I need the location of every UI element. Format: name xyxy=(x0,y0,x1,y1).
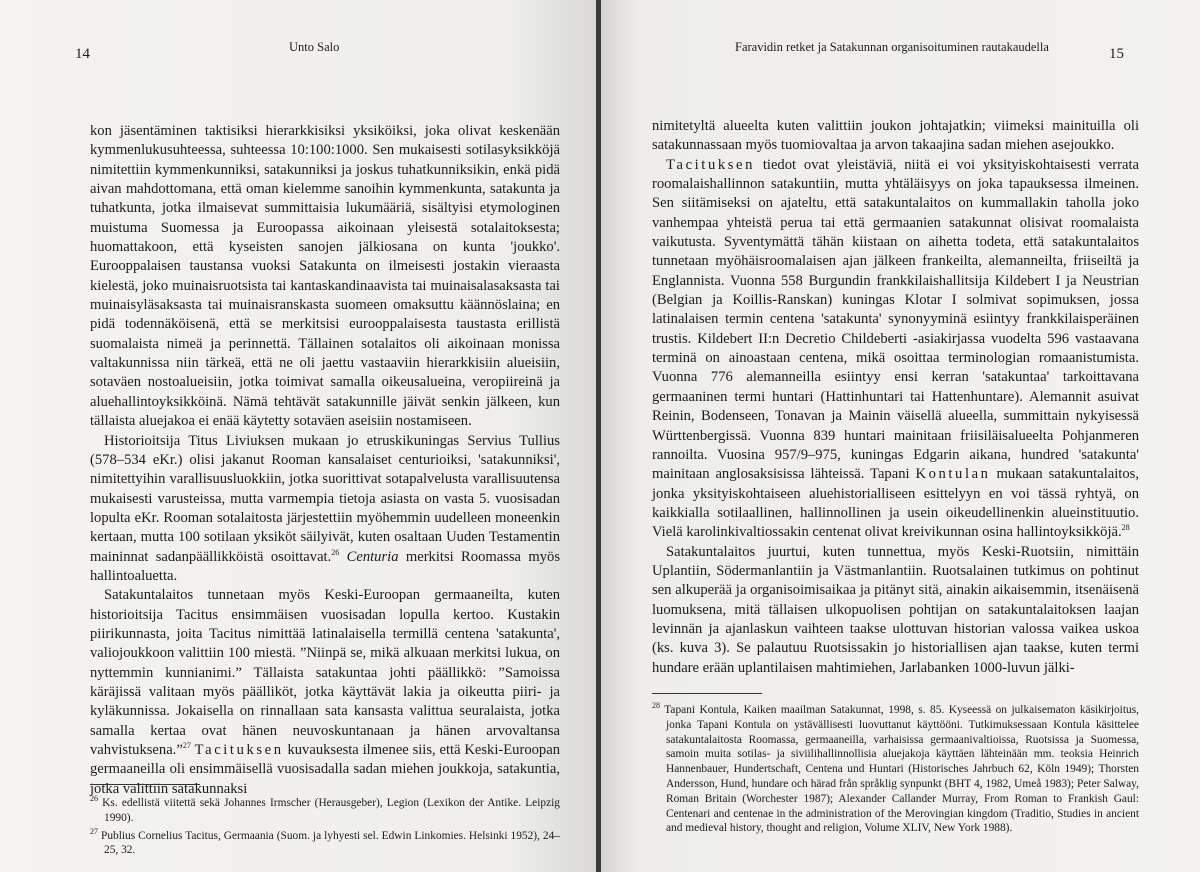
spaced-name: Tacituksen xyxy=(666,156,756,173)
spaced-name: Tacituksen xyxy=(194,742,284,758)
paragraph: Satakuntalaitos juurtui, kuten tunnettua, myös Keski-Ruotsiin, nimittäin Uplantiin, Södermanlantiin ja Västmanlantiin. Ruotsalainen tutkimus on pohtinut sen alkuperää ja organisoimisaikaa ja pitänyt sitä, ainakin aikaisemmin, itsenäisenä luomuksena, mitä tällaisen ulkopuolisen pohtijan on satakuntalaitoksen laajan levinnän ja ajanlaskun vaihteen taakse ulottuvan historian valossa vaikea uskoa (ks. kuva 3). Se palautuu Ruotsissakin jo historiallisen ajan taakse, kuten termi hundare erään uplantilaisen mahtimiehen, Jarlabanken 1000-luvun jälki- xyxy=(652,543,1139,676)
paragraph-text: Satakuntalaitos tunnetaan myös Keski-Euroopan germaaneilta, kuten historioitsija Tacitus ensimmäisen vuosisadan lopulla kertoo. Kustakin piirikunnasta, joita Tacitus nimittää latinalaisella termillä centena 'satakunta', valiojoukkoon valittiin 100 miestä. ”Niinpä se, mikä alkuaan merkitsi lukua, on nyttemmin kunnianimi.” Tällaista satakuntaa johti päällikkö: ”Samoissa käräjissä valitaan myös päälliköt, jotka käyttävät lakia ja oikeutta piiri- ja kyläkunnissa. Jokaisella on rinnallaan sata kansasta valittua seuralaista, jotka samalla kertaa ovat hänen neuvoskuntanaan ja hänen arvovaltansa vahvistuksena.” xyxy=(90,587,560,758)
paragraph: nimitetyltä alueelta kuten valittiin joukon johtajatkin; viimeksi mainituilla oli satakunnassaan myös tuomiovaltaa ja arvon takaajina sadan miehen asejoukko. xyxy=(652,118,1139,154)
footnote-text: Ks. edellistä viitettä sekä Johannes Irmscher (Herausgeber), Legion (Lexikon der Antike. Leipzig 1990). xyxy=(102,797,560,824)
page-number: 15 xyxy=(1109,46,1124,62)
paragraph-text: merkitsi Roomassa myös hallintoaluetta. xyxy=(90,548,560,584)
paragraph xyxy=(90,432,560,587)
footnote-rule xyxy=(90,784,200,785)
italic-term: Centuria xyxy=(346,548,399,565)
right-body-text xyxy=(652,117,1139,678)
footnote-number: 27 xyxy=(90,826,98,836)
footnote-number: 26 xyxy=(90,794,98,804)
footnote-ref: 26 xyxy=(331,547,340,557)
footnotes xyxy=(90,796,560,861)
paragraph-text: kuvauksesta ilmenee siis, että Keski-Euroopan germaaneilla oli ensimmäisellä vuosisadalla sadan miehen joukkoja, satakuntia, jotka valittiin satakunnaksi xyxy=(90,742,561,797)
paragraph-text: tiedot ovat yleistäviä, niitä ei voi yksityiskohtaisesti verrata roomalaishallinnon satakuntiin, mutta yhtäläisyys on joka tapauksessa ilmeinen. Sen siitämiseksi on ajateltu, että satakuntalaitos on kummallakin taholla joko vanhempaa yhteistä perua tai että germaanien satakunnat olisivat roomalaista vaikutusta. Syventymättä tähän kiistaan on aihetta todeta, että satakuntalaitos tunnetaan myöhäisroomalaisen ajan jälkeen frankeilta, alemanneilta, friiseiltä ja Englannista. Vuonna 558 Burgundin frankkilaishallitsija Kildebert I ja Neustrian (Belgian ja Koillis-Ranskan) kuningas Klotar I solmivat sopimuksen, jossa latinalaisen termin centena 'satakunta' synonyyminä esiintyy frankkilaisperäinen trustis. Kildebert II:n Decretio Childeberti -asiakirjassa vuodelta 596 vastaavana terminä on ainoastaan centena, mikä osoittaa terminologian romaanistumista. Vuonna 776 alemanneilla esiintyy ensi kerran 'satakuntaa' tarkoittavana germaaninen termi huntari (Hattinhuntari tai Hattenhuntare). Alemannit asuivat Reinin, Bodenseen, Tonavan ja Mainin väisellä alueella, summittain nykyisessä Württenbergissä. Vuonna 839 huntari mainitaan friisiläisalueelta Pohjanmeren rannoilta. Vuosina 957/9–975, kuningas Edgarin aikana, hundred 'satakunta' mainitaan anglosaksisissa lähteissä. Tapani xyxy=(652,156,1139,483)
footnote xyxy=(652,703,1139,836)
paragraph: kon jäsentäminen taktisiksi hierarkkisiksi yksiköiksi, joka olivat keskenään kymmenlukusuhteessa, suhteessa 10:100:1000. Sen mukaisesti sotilasyksikköjä nimitettiin kymmenkunniksi, satakunniksi ja joskus tuhatkunniksikin, enkä pidä aivan mahdottomana, että oman kielemme sanoihin kymmenkunta, satakunta ja tuhatkunta, jotka ilmaisevat summittaisia lukumääriä, sisältyisi etymologinen muistuma Suomessa ja Euroopassa aikoinaan yleisestä sotalaitoksesta; huomattakoon, että kyseisten sanojen jälkiosana on kunta 'joukko'. Eurooppalaisen taustansa vuoksi Satakunta on ilmeisesti jostakin vieraasta kielestä, joko muinaisruotsista tai kantaskandinaavista tai muinaisalasaksasta tai muinaisyläsaksasta tai muinaisranskasta suomeen omaksuttu käännöslaina; en pidä todennäköisenä, että se merkitsisi eurooppalaisesta taustasta erillistä suomalaista nimeä ja perinnettä. Tällainen sotalaitos oli aikoinaan monissa valtakunnissa niin tärkeä, että ne oli jaettu vastaaviin hierarkkisiin alueisiin, sotaväen nostoalueisiin, jotka toimivat samalla oikeusalueina, veropiireinä ja aluehallintoyksikköinä. Nämä tehtävät satakunnille jäivät senkin jälkeen, kun tällaista aluejakoa ei enää käytetty sotaväen aseisiin nostamiseen. xyxy=(90,123,560,430)
footnote-ref: 28 xyxy=(1121,523,1130,533)
paragraph xyxy=(90,586,560,799)
footnote xyxy=(90,796,560,826)
paragraph-text: Historioitsija Titus Liviuksen mukaan jo etruskikuningas Servius Tullius (578–534 eKr.) olisi jakanut Rooman kansalaiset centurioiksi, 'satakunniksi', nimitettyihin varallisuusluokkiin, jotka suorittivat sotapalvelusta varallisuutensa mukaisesti varusteissa, mutta varmempia tietoja asiasta on vasta 5. vuosisadan lopulta eKr. Rooman sotalaitosta järjestettiin myöhemmin uudelleen moneenkin kertaan, mutta 100 sotilaan yksiköt säilyivät, kuten osaltaan Uuden Testamentin maininnat sadanpäällikköistä osoittavat. xyxy=(90,432,560,565)
page-number: 14 xyxy=(75,46,90,62)
footnote-rule xyxy=(652,693,762,694)
footnote-number: 28 xyxy=(652,701,660,711)
left-page xyxy=(0,0,598,872)
paragraph xyxy=(652,156,1139,543)
paragraph-text: mukaan satakuntalaitos, jonka yksityiskohtaiseen aluehistorialliseen esittelyyn en voi tässä ryhtyä, on kaikkialla sotilaallinen, hallinnollinen ja usein oikeudellinenkin alueinstituutio. Vielä karolinkivaltiossakin centenat olivat kreivikunnan osina hallintoyksikköjä. xyxy=(652,466,1139,541)
running-head: Faravidin retket ja Satakunnan organisoituminen rautakaudella xyxy=(735,40,1049,54)
footnote-ref: 27 xyxy=(182,741,191,751)
running-head: Unto Salo xyxy=(289,40,340,54)
footnotes xyxy=(652,703,1139,839)
spaced-name: Kontulan xyxy=(915,466,991,483)
left-body-text xyxy=(90,122,560,799)
footnote-text: Publius Cornelius Tacitus, Germaania (Suom. ja lyhyesti sel. Edwin Linkomies. Helsinki 1952), 24–25, 32. xyxy=(100,829,560,857)
footnote-text: Tapani Kontula, Kaiken maailman Satakunnat, 1998, s. 85. Kyseessä on julkaisematon käsikirjoitus, jonka Tapani Kontula on ystävällisesti luovuttanut käyttööni. Tutkimuksessaan Kontula käsittelee satakuntalaitosta Roomassa, germaaneilla, varhaisissa germaanivaltioissa, Ruotsissa ja Suomessa, samoin muita sotilas- ja siviilihallinnollisia aluejakoja käyttäen lähteinään mm. teoksia Heinrich Hannenbauer, Hundertschaft, Centena und Huntari (Historisches Jahrbuch 62, Köln 1949); Thorsten Andersson, Hund, hundare och härad från språklig synpunkt (BHT 4, 1982, Umeå 1983); Peter Salway, Roman Britain (Worchester 1987); Alexander Callander Murray, From Roman to Frankish Gaul: Centenari and centenae in the administration of the Merovingian kingdom (Traditio, Studies in ancient and medieval history, thought and religion, Volume XLIV, New York 1988). xyxy=(664,704,1139,835)
footnote xyxy=(90,826,560,859)
right-page xyxy=(601,0,1200,872)
